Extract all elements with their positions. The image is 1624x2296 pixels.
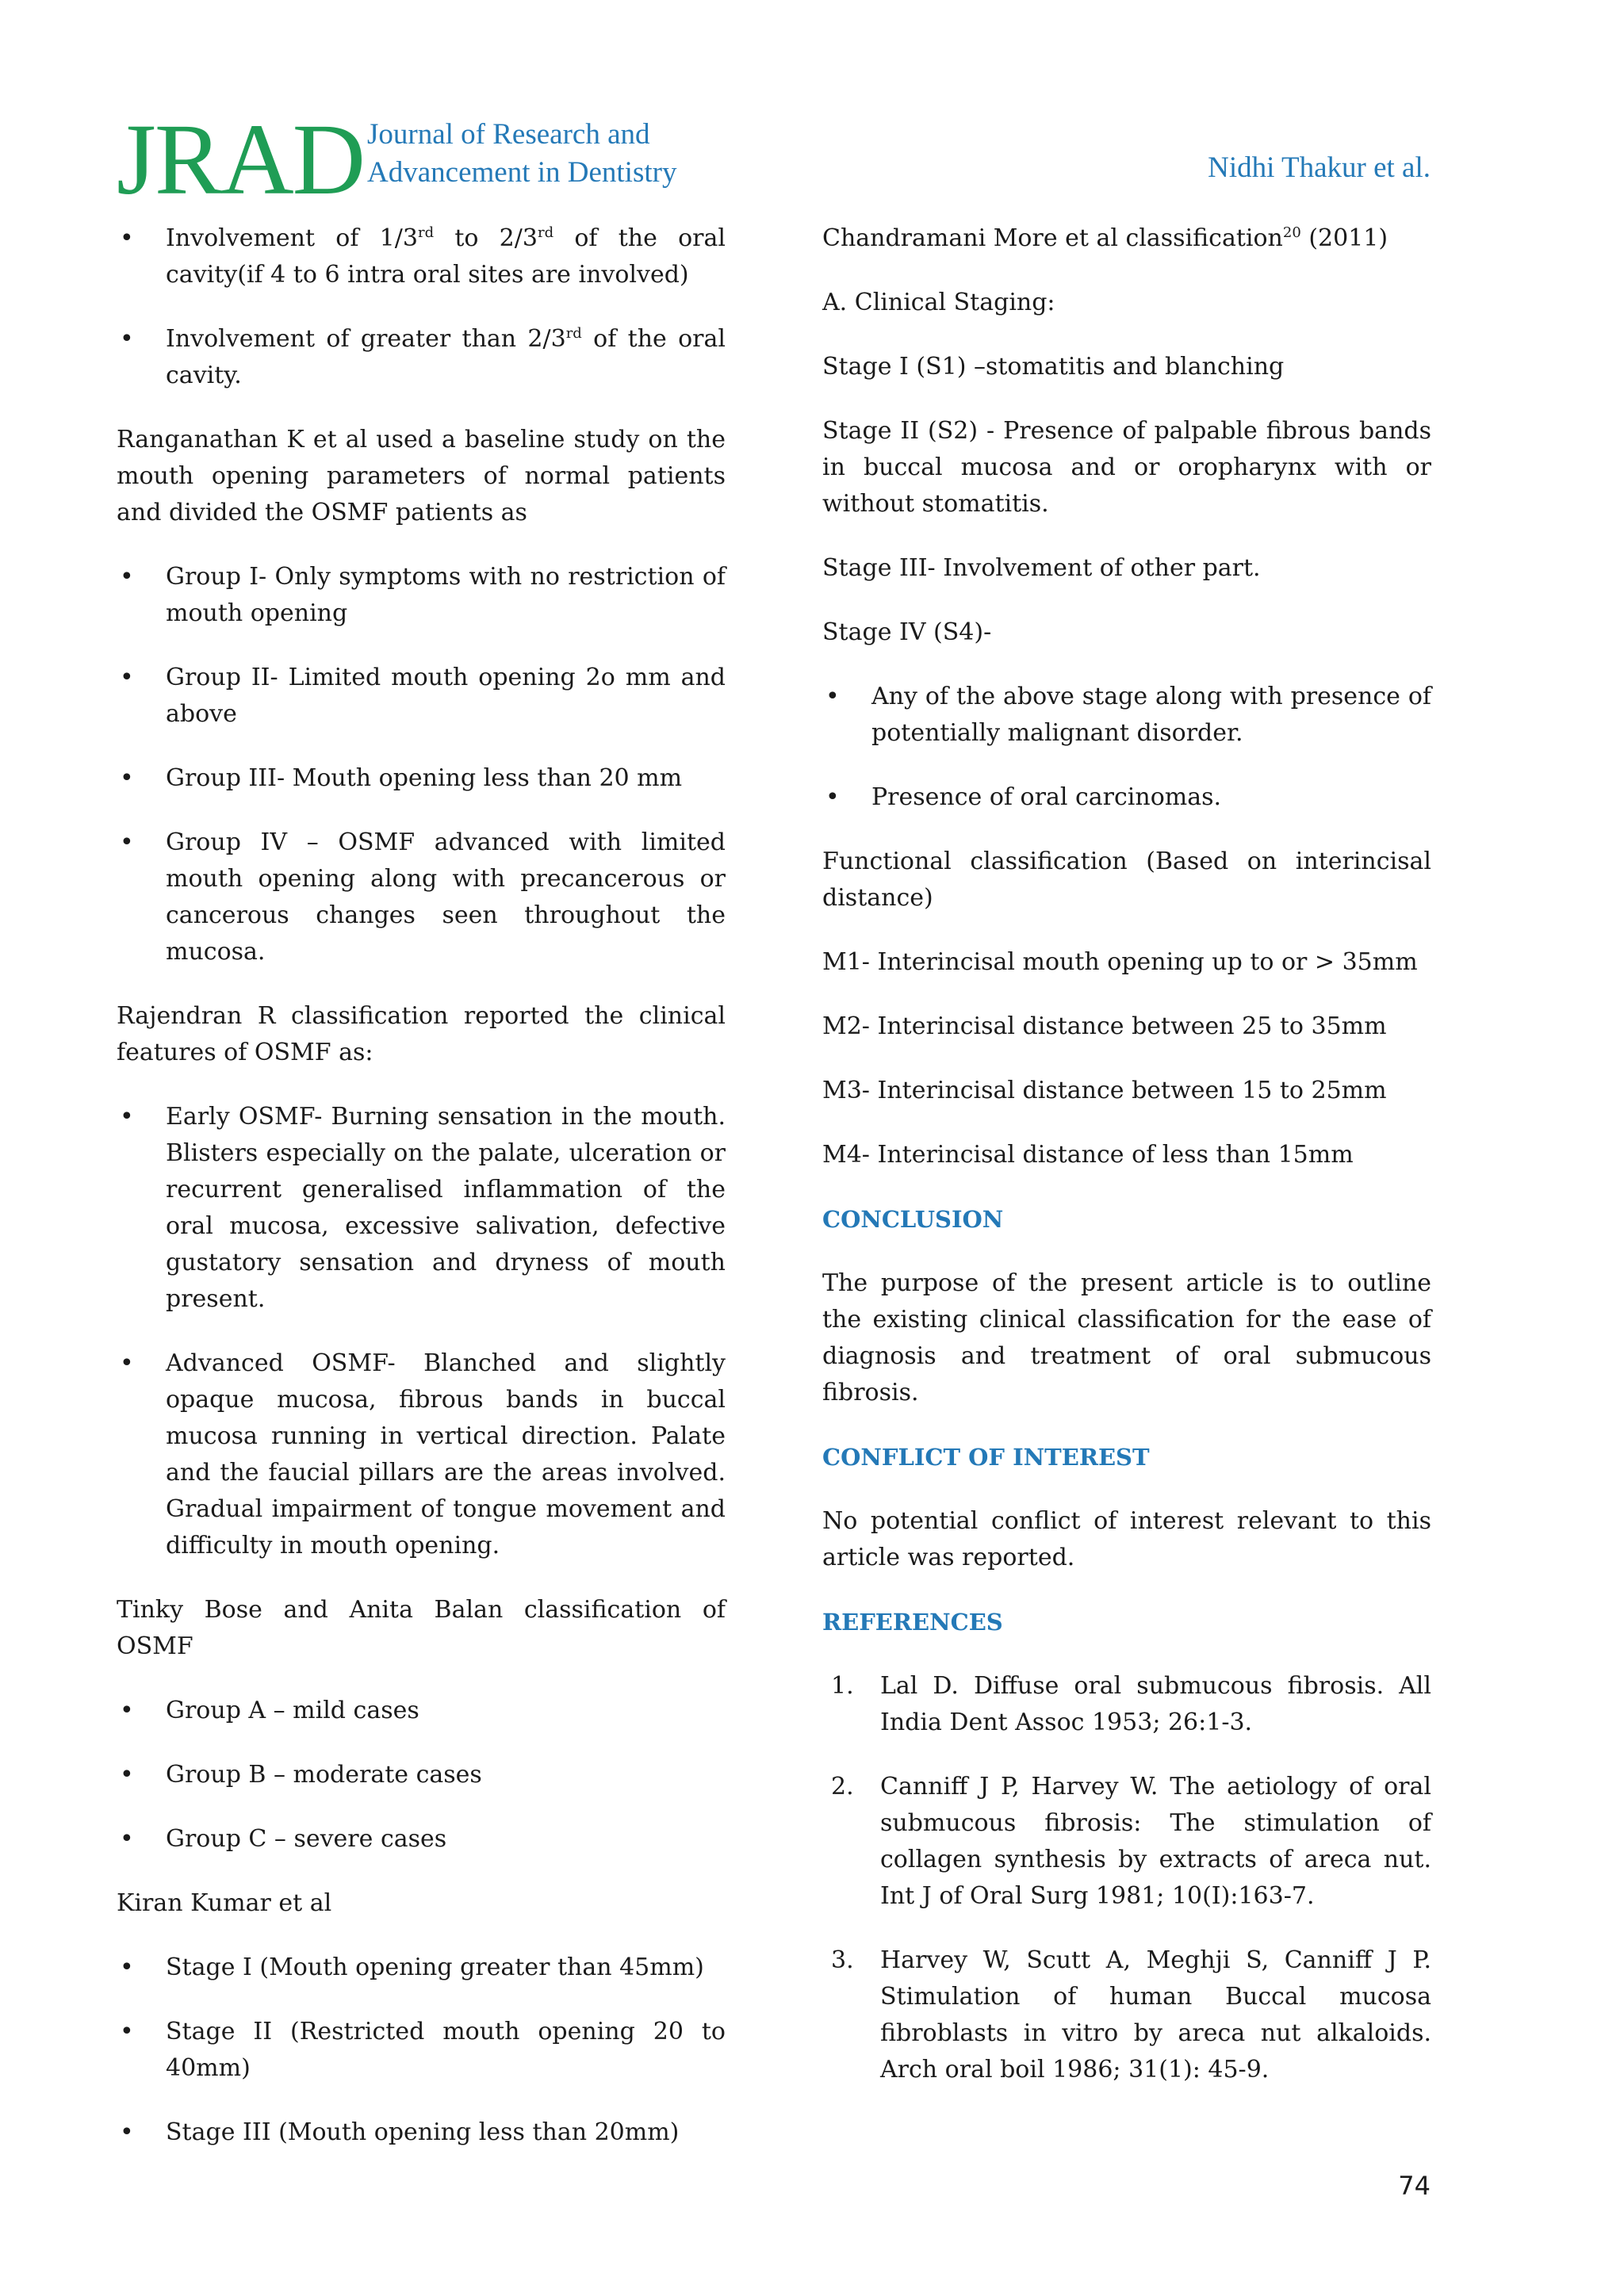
paragraph: Tinky Bose and Anita Balan classification of OSMF (117, 1596, 726, 1660)
journal-name-line1: Journal of Research and (367, 118, 650, 151)
paragraph: Chandramani More et al classification$^{20}$ (2011) (822, 224, 1388, 252)
paragraph: Stage III- Involvement of other part. (822, 554, 1261, 582)
journal-name-line2: Advancement in Dentistry (367, 156, 677, 189)
list-item: • Involvement of greater than 2/3rd of the oral cavity. (117, 321, 726, 394)
list-item: • Group I- Only symptoms with no restriction of mouth opening (117, 559, 726, 632)
reference-item: 3. Harvey W, Scutt A, Meghji S, Canniff J P. Stimulation of human Buccal mucosa fibroblasts in vitro by areca nut alkaloids. Arch oral boil 1986; 31(1): 45-9. (831, 1946, 1431, 2084)
section-heading-conflict: CONFLICT OF INTEREST (822, 1444, 1150, 1471)
list-item: • Advanced OSMF- Blanched and slightly opaque mucosa, fibrous bands in buccal mucosa running in vertical direction. Palate and the faucial pillars are the areas involved. Gradual impairment of tongue movement and difficulty in mouth opening. (117, 1345, 726, 1564)
list-item: • Group A – mild cases (117, 1693, 726, 1729)
paragraph: Stage II (S2) - Presence of palpable fibrous bands in buccal mucosa and or oropharynx with or without stomatitis. (822, 417, 1431, 518)
journal-name (367, 116, 676, 192)
list-item: • Any of the above stage along with presence of potentially malignant disorder. (822, 679, 1431, 752)
paragraph: Functional classification (Based on interincisal distance) (822, 848, 1431, 912)
paragraph: A. Clinical Staging: (822, 289, 1055, 316)
list-item: • Presence of oral carcinomas. (822, 779, 1431, 816)
reference-item: 1. Lal D. Diffuse oral submucous fibrosis. All India Dent Assoc 1953; 26:1-3. (831, 1672, 1431, 1736)
reference-item: 2. Canniff J P, Harvey W. The aetiology of oral submucous fibrosis: The stimulation of collagen synthesis by extracts of areca nut. Int J of Oral Surg 1981; 10(I):163-7. (831, 1773, 1431, 1910)
paragraph: Stage I (S1) –stomatitis and blanching (822, 353, 1285, 381)
logo-wordmark: JRAD (117, 103, 365, 216)
paragraph: M4- Interincisal distance of less than 15mm (822, 1141, 1354, 1169)
list-item: • Stage II (Restricted mouth opening 20 to 40mm) (117, 2014, 726, 2087)
paragraph: M1- Interincisal mouth opening up to or > 35mm (822, 948, 1418, 976)
list-item: • Stage III (Mouth opening less than 20mm) (117, 2114, 726, 2151)
paragraph: Kiran Kumar et al (117, 1889, 332, 1917)
paragraph: M3- Interincisal distance between 15 to 25mm (822, 1077, 1387, 1104)
running-author: Nidhi Thakur et al. (1208, 151, 1431, 184)
section-heading-references: REFERENCES (822, 1609, 1003, 1636)
paragraph: Rajendran R classification reported the clinical features of OSMF as: (117, 1002, 726, 1066)
list-item: • Stage I (Mouth opening greater than 45mm) (117, 1950, 726, 1986)
right-column (822, 220, 1431, 2116)
paragraph: M2- Interincisal distance between 25 to 35mm (822, 1012, 1387, 1040)
left-column (117, 220, 726, 2179)
list-item: • Group III- Mouth opening less than 20 mm (117, 760, 726, 797)
paragraph: Stage IV (S4)- (822, 618, 992, 646)
list-item: • Group C – severe cases (117, 1821, 726, 1858)
list-item: • Involvement of 1/3rd to 2/3rd of the oral cavity(if 4 to 6 intra oral sites are involved) (117, 220, 726, 293)
list-item: • Group B – moderate cases (117, 1757, 726, 1793)
list-item: • Group IV – OSMF advanced with limited mouth opening along with precancerous or cancerous changes seen throughout the mucosa. (117, 825, 726, 970)
list-item: • Early OSMF- Burning sensation in the mouth. Blisters especially on the palate, ulceration or recurrent generalised inflammation of the oral mucosa, excessive salivation, defective gustatory sensation and dryness of mouth present. (117, 1099, 726, 1318)
list-item: • Group II- Limited mouth opening 2o mm and above (117, 660, 726, 733)
paragraph: Ranganathan K et al used a baseline study on the mouth opening parameters of normal patients and divided the OSMF patients as (117, 426, 726, 526)
page-number: 74 (1398, 2171, 1431, 2201)
section-heading-conclusion: CONCLUSION (822, 1206, 1004, 1233)
paragraph: No potential conflict of interest relevant to this article was reported. (822, 1507, 1431, 1571)
paragraph: The purpose of the present article is to outline the existing clinical classification for the ease of diagnosis and treatment of oral submucous fibrosis. (822, 1269, 1431, 1406)
